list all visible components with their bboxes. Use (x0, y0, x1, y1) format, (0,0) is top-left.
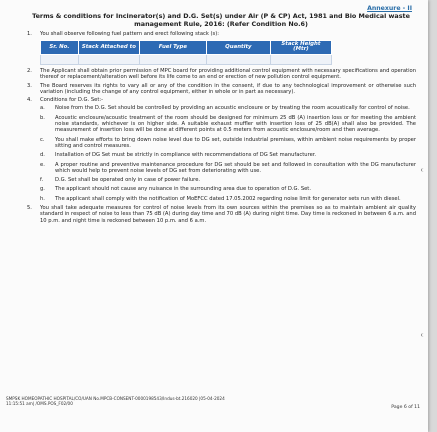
sub-item-text: You shall make efforts to bring down noise level due to DG set, outside industrial premises, within ambient noise requirements by proper sitting and control measures. (55, 136, 416, 149)
dg-condition-b (40, 115, 416, 134)
condition-item-5 (26, 205, 416, 224)
condition-item-2 (26, 68, 416, 81)
dg-condition-f (40, 177, 416, 183)
condition-item-4 (26, 97, 416, 103)
sub-item-label: f. (40, 177, 44, 184)
sub-item-label: b. (40, 114, 45, 121)
item-text: You shall take adequate measures for control of noise levels from its own sources within the premises so as to maintain ambient air quality standard in respect of noise to less than 75 dB (A) during day time and 70 dB (A) during night time. Day time is reckoned in between 6 a.m. and 10 p.m. and night time is reckoned between 10 p.m. and 6 a.m. (40, 205, 416, 224)
table-header-row (41, 40, 332, 54)
sub-item-text: Acoustic enclosure/acoustic treatment of the room should be designed for minimum 25 dB (A) insertion loss or for meeting the ambient noise standards, whichever is on higher side. A suitable exhaust muffler with insertion loss of 25 dB(A) shall also be provided. The measurement of insertion loss will be done at different points at 0.5 meters from acoustic enclosure/room and then average. (55, 114, 416, 134)
footer-row (6, 401, 420, 410)
sub-item-label: h. (40, 195, 45, 202)
document-title: Terms & conditions for Incinerator(s) and D.G. Set(s) under Air (P & CP) Act, 1981 and Bio Medical waste management Rule, 2016: (Refer Condition No.6) (32, 12, 410, 28)
sub-item-text: A proper routine and preventive maintenance procedure for DG set should be set and followed in consultation with the DG manufacturer which would help to prevent noise levels of DG set from deteriorating with use. (55, 161, 416, 174)
column-header-sr-no: Sr. No. (41, 40, 79, 54)
sub-item-text: D.G. Set shall be operated only in case of power failure. (55, 177, 201, 184)
table-cell (139, 54, 206, 64)
dg-condition-a (40, 105, 416, 111)
item-number: 2. (27, 67, 32, 74)
table-cell (78, 54, 139, 64)
item-number: 5. (27, 205, 32, 212)
sub-item-label: a. (40, 105, 45, 112)
sub-item-label: g. (40, 186, 45, 193)
item-number: 3. (27, 82, 32, 89)
dg-condition-g (40, 186, 416, 192)
footer-timestamp: 11:15:51 am| /OMS.POS_F02/00 (6, 401, 73, 406)
footer-reference: SMPSK HOMEOPATHIC HOSPITAL/CO/UAN No.MPCB-CONSENT-0000198543/Indus-bt.216020 |05-04-2024 (6, 396, 225, 401)
item-text: You shall observe following fuel pattern and erect following stack (s): (40, 31, 220, 38)
page-edge-mark (421, 168, 427, 172)
item-text: The Board reserves its rights to vary all or any of the condition in the consent, if due to any technological improvement or otherwise such variation (including the change of any control equipment, either in whole or in part as necessary). (40, 82, 416, 95)
dg-condition-e (40, 162, 416, 175)
condition-item-1 (26, 31, 416, 37)
table-row (41, 54, 332, 64)
sub-item-label: c. (40, 136, 45, 143)
column-header-stack-attached: Stack Attached to (78, 40, 139, 54)
dg-condition-d (40, 152, 416, 158)
item-text: Conditions for D.G. Set:- (40, 97, 103, 104)
column-header-fuel-type: Fuel Type (139, 40, 206, 54)
page-edge-mark (421, 333, 427, 337)
dg-condition-c (40, 137, 416, 150)
sub-item-text: Installation of DG Set must be strictly in compliance with recommendations of DG Set manufacturer. (55, 152, 317, 159)
column-header-quantity: Quantity (206, 40, 270, 54)
page-content (26, 6, 416, 226)
table-cell (41, 54, 79, 64)
condition-item-3 (26, 83, 416, 96)
item-text: The Applicant shall obtain prior permission of MPC board for providing additional control equipment with necessary specifications and operation thereof or replacement/alteration well before its life come to an end or erection of new pollution control equipment. (40, 67, 416, 81)
annexure-label: Annexure - II (367, 5, 412, 12)
fuel-pattern-table (40, 40, 332, 65)
sub-item-text: Noise from the D.G. Set should be controlled by providing an acoustic enclosure or by treating the room acoustically for control of noise. (55, 105, 410, 112)
sub-item-text: The applicant shall comply with the notification of MoEFCC dated 17.05.2002 regarding noise limit for generator sets run with diesel. (55, 195, 401, 202)
sub-item-label: e. (40, 161, 45, 168)
dg-condition-h (40, 196, 416, 202)
document-footer (6, 396, 420, 410)
item-number: 1. (27, 31, 32, 38)
table-cell (206, 54, 270, 64)
sub-item-label: d. (40, 152, 45, 159)
page-number: Page 6 of 11 (391, 405, 420, 410)
item-number: 4. (27, 97, 32, 104)
table-cell (270, 54, 331, 64)
sub-item-text: The applicant should not cause any nuisance in the surrounding area due to operation of D.G. Set. (55, 186, 311, 193)
column-header-stack-height: Stack Height (Mtr) (270, 40, 331, 54)
